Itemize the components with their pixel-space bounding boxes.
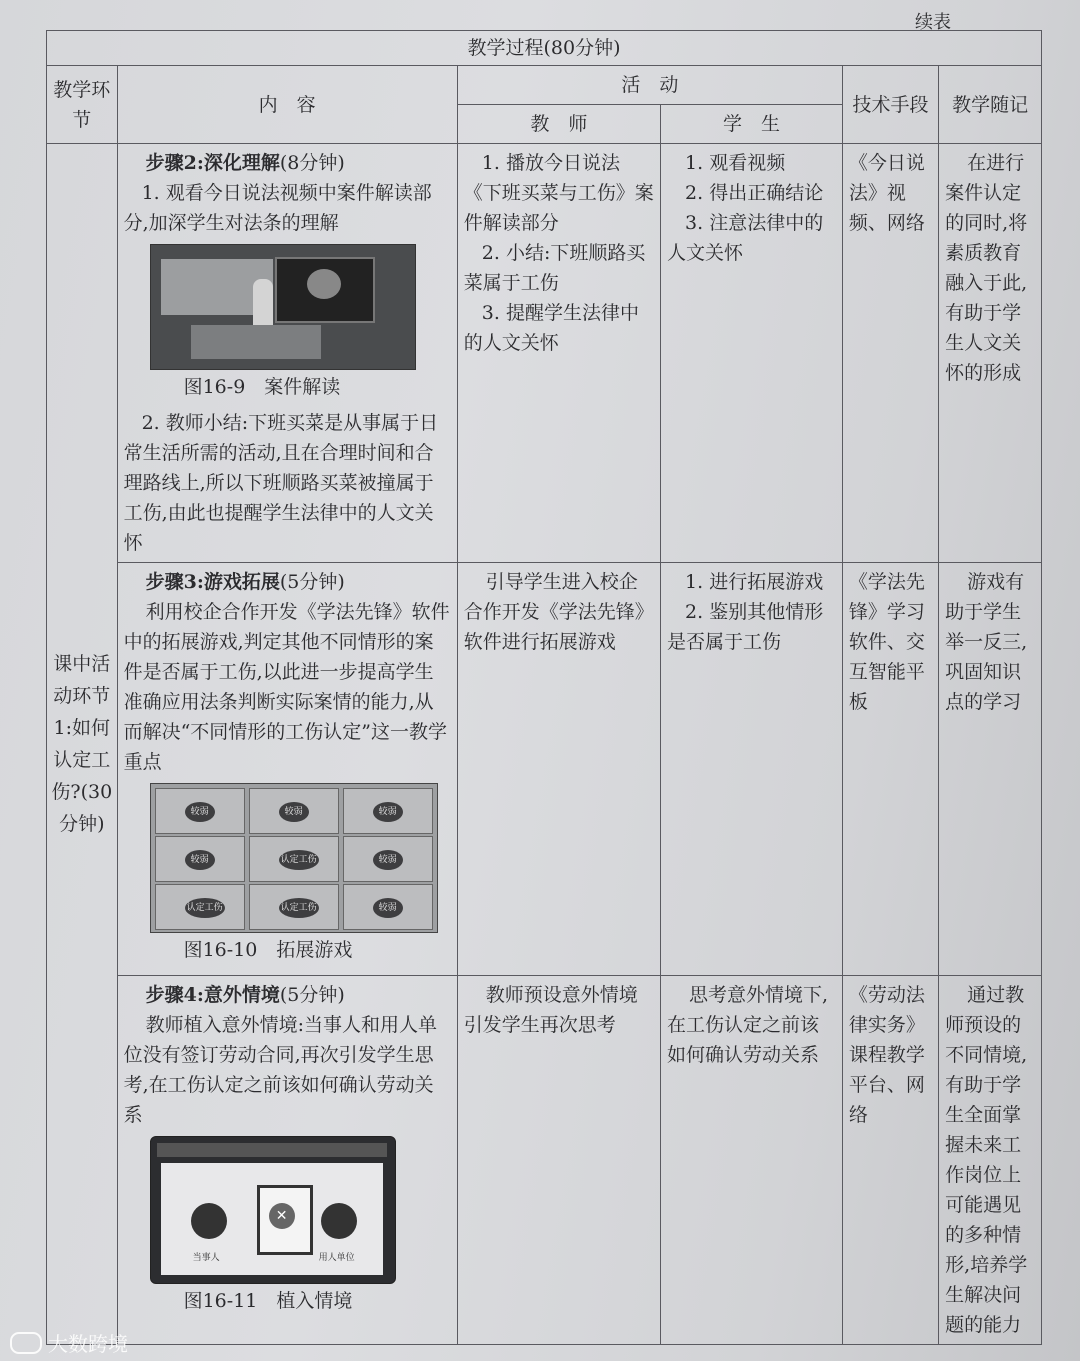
figure-caption: 图16-10 拓展游戏 — [183, 939, 353, 961]
tech-cell: 《今日说法》视频、网络 — [842, 144, 938, 563]
step-title: 步骤3:游戏拓展(5分钟) — [145, 571, 345, 593]
tech-cell: 《学法先锋》学习软件、交互智能平板 — [842, 563, 938, 976]
student-cell — [661, 563, 843, 976]
notes-text: 在进行案件认定的同时,将素质教育融入于此,有助于学生人文关怀的形成 — [945, 152, 1028, 384]
teacher-item: 2. 小结:下班顺路买菜属于工伤 — [463, 242, 646, 294]
teacher-item: 教师预设意外情境引发学生再次思考 — [463, 984, 638, 1036]
student-item: 3. 注意法律中的人文关怀 — [667, 212, 824, 264]
game-badge: 较弱 — [185, 850, 215, 870]
header-content: 内 容 — [117, 66, 457, 144]
game-badge: 认定工伤 — [185, 898, 225, 918]
game-badge: 认定工伤 — [279, 850, 319, 870]
figure-game — [150, 783, 451, 933]
content-cell — [117, 976, 457, 1345]
student-cell — [661, 144, 843, 563]
teacher-item: 引导学生进入校企合作开发《学法先锋》软件进行拓展游戏 — [463, 571, 654, 653]
student-cell — [661, 976, 843, 1345]
game-badge: 较弱 — [373, 850, 403, 870]
figure-case-reading — [150, 244, 451, 370]
content-paragraph: 1. 观看今日说法视频中案件解读部分,加深学生对法条的理解 — [123, 182, 432, 234]
figure-label: 用人单位 — [318, 1253, 355, 1263]
teaching-process-table — [46, 30, 1042, 1345]
notes-text: 通过教师预设的不同情境,有助于学生全面掌握未来工作岗位上可能遇见的多种情形,培养学生解决问题的能力 — [945, 984, 1028, 1336]
teacher-item: 1. 播放今日说法《下班买菜与工伤》案件解读部分 — [463, 152, 654, 234]
figure-caption: 图16-11 植入情境 — [183, 1290, 353, 1312]
close-icon: ✕ — [269, 1203, 295, 1229]
header-activity: 活 动 — [457, 66, 842, 105]
header-tech: 技术手段 — [842, 66, 938, 144]
teacher-cell — [457, 563, 660, 976]
content-paragraph: 利用校企合作开发《学法先锋》软件中的拓展游戏,判定其他不同情形的案件是否属于工伤,以此进一步提高学生准确应用法条判断实际案情的能力,从而解决“不同情形的工伤认定”这一教学重点 — [123, 601, 450, 773]
scenario-screenshot — [150, 1136, 396, 1284]
student-item: 1. 观看视频 — [685, 152, 786, 174]
game-badge: 较弱 — [373, 898, 403, 918]
tech-cell: 《劳动法律实务》课程教学平台、网络 — [842, 976, 938, 1345]
header-section: 教学环节 — [47, 66, 118, 144]
teacher-cell — [457, 976, 660, 1345]
notes-cell — [939, 144, 1042, 563]
table-row — [47, 144, 1042, 563]
header-teacher: 教 师 — [457, 105, 660, 144]
teacher-cell — [457, 144, 660, 563]
section-label: 课中活动环节1:如何认定工伤?(30分钟) — [47, 144, 118, 1345]
classroom-photo — [150, 244, 416, 370]
game-badge: 较弱 — [373, 802, 403, 822]
table-row — [47, 976, 1042, 1345]
table-title: 教学过程(80分钟) — [47, 31, 1042, 66]
game-screenshot — [150, 783, 438, 933]
student-item: 思考意外情境下,在工伤认定之前该如何确认劳动关系 — [667, 984, 829, 1066]
game-badge: 较弱 — [185, 802, 215, 822]
notes-cell — [939, 976, 1042, 1345]
logo-icon — [10, 1332, 42, 1354]
student-item: 2. 鉴别其他情形是否属于工伤 — [667, 601, 824, 653]
game-badge: 较弱 — [279, 802, 309, 822]
header-notes: 教学随记 — [939, 66, 1042, 144]
figure-caption: 图16-9 案件解读 — [183, 376, 341, 398]
content-cell — [117, 144, 457, 563]
watermark: 大数跨境 — [10, 1328, 128, 1357]
continued-label: 续表 — [915, 12, 951, 33]
student-item: 1. 进行拓展游戏 — [685, 571, 824, 593]
step-title: 步骤4:意外情境(5分钟) — [145, 984, 345, 1006]
notes-cell — [939, 563, 1042, 976]
content-paragraph: 2. 教师小结:下班买菜是从事属于日常生活所需的活动,且在合理时间和合理路线上,所以下班顺路买菜被撞属于工伤,由此也提醒学生法律中的人文关怀 — [123, 412, 439, 554]
content-cell — [117, 563, 457, 976]
step-title: 步骤2:深化理解(8分钟) — [145, 152, 345, 174]
content-paragraph: 教师植入意外情境:当事人和用人单位没有签订劳动合同,再次引发学生思考,在工伤认定之前该如何确认劳动关系 — [123, 1014, 437, 1126]
table-row — [47, 563, 1042, 976]
figure-scenario — [150, 1136, 451, 1284]
teacher-item: 3. 提醒学生法律中的人文关怀 — [463, 302, 639, 354]
game-badge: 认定工伤 — [279, 898, 319, 918]
header-student: 学 生 — [661, 105, 843, 144]
figure-label: 当事人 — [192, 1253, 220, 1263]
student-item: 2. 得出正确结论 — [685, 182, 824, 204]
notes-text: 游戏有助于学生举一反三,巩固知识点的学习 — [945, 571, 1028, 713]
